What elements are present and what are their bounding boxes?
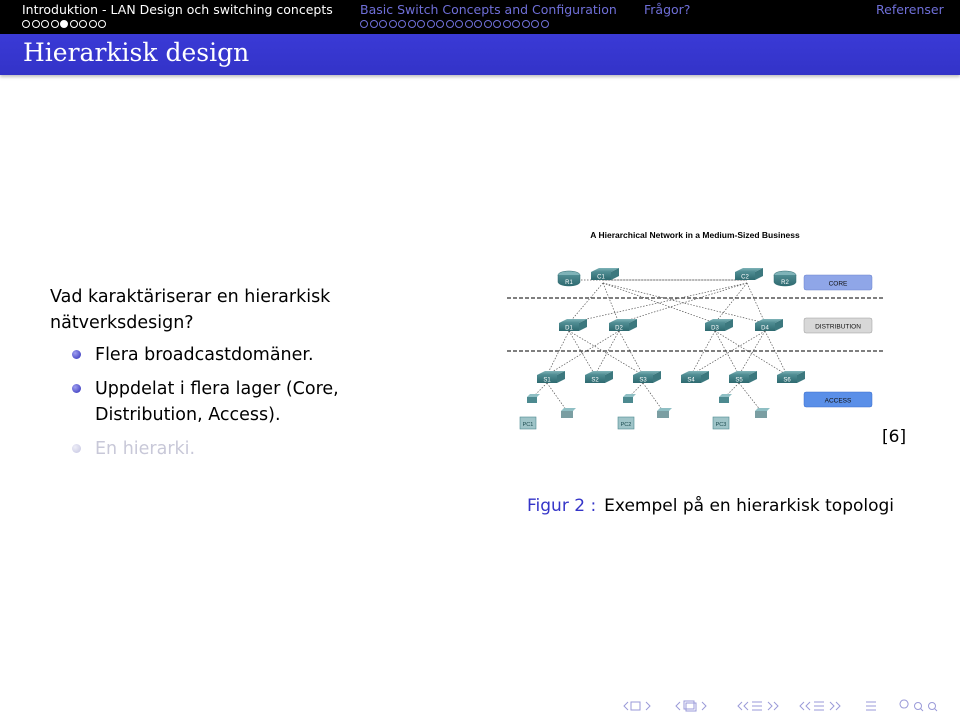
caption-label: Figur 2 : [527,496,597,516]
current-frame-dot[interactable] [60,20,68,28]
frame-dot[interactable] [455,20,463,28]
bullet-text: Flera broadcastdomäner. [95,345,314,365]
frame-dot[interactable] [51,20,59,28]
section-navigation-bar [0,0,960,34]
frame-title-bar [0,34,960,75]
frame-dot[interactable] [446,20,454,28]
frame-dot[interactable] [41,20,49,28]
access-switch-s3 [633,371,661,384]
frame-dot[interactable] [98,20,106,28]
device-label: S3 [639,377,647,384]
bullet-text: En hierarki. [95,439,196,459]
bullet-icon [72,384,81,393]
frame-dot[interactable] [531,20,539,28]
access-switch-s6 [777,371,805,384]
frame-dot[interactable] [360,20,368,28]
device-label: D4 [761,325,769,332]
device-label: S6 [783,377,791,384]
nav-frame-icon[interactable] [676,701,706,711]
device-label: R2 [781,280,789,286]
device-label: D2 [615,325,623,332]
access-switch-s1 [537,371,565,384]
core-switch-c2 [735,268,763,281]
ip-phone-icon [527,394,540,403]
frame-dot[interactable] [484,20,492,28]
frame-dot[interactable] [70,20,78,28]
network-topology-figure [505,225,885,445]
frame-dot[interactable] [522,20,530,28]
nav-section-fragor[interactable]: Frågor? [644,2,691,17]
layer-label-access [804,392,872,407]
router-r1 [558,271,580,286]
frame-dot[interactable] [427,20,435,28]
nav-section-icon[interactable] [800,702,840,710]
bullet-item [72,342,392,368]
device-label: C2 [741,274,749,281]
distribution-switch-d2 [609,319,637,332]
ip-phone-icon [623,394,636,403]
pc-icon [618,417,634,429]
pc-icon [713,417,729,429]
frame-dot[interactable] [379,20,387,28]
frame-dot[interactable] [32,20,40,28]
svg-text:DISTRIBUTION: DISTRIBUTION [815,323,861,331]
device-label: PC1 [522,422,534,428]
bullet-list [72,342,392,470]
printer-icon [657,408,672,418]
nav-section-referenser[interactable]: Referenser [876,2,944,17]
core-switch-c1 [591,268,619,281]
distribution-switch-d4 [755,319,783,332]
distribution-switch-d3 [705,319,733,332]
frame-dot[interactable] [89,20,97,28]
frame-dot[interactable] [436,20,444,28]
frame-dot[interactable] [512,20,520,28]
ip-phone-icon [719,394,732,403]
figure-caption [527,496,894,516]
device-label: PC2 [620,422,632,428]
frame-dot[interactable] [541,20,549,28]
nav-section-introduktion[interactable]: Introduktion - LAN Design och switching concepts [22,2,333,17]
device-label: D3 [711,325,719,332]
device-label: S5 [735,377,743,384]
svg-text:CORE: CORE [828,280,848,288]
svg-text:ACCESS: ACCESS [824,397,852,405]
frame-dot[interactable] [503,20,511,28]
nav-align-icon[interactable] [866,702,876,710]
nav-first-slide-icon[interactable] [624,702,650,710]
frame-dot[interactable] [417,20,425,28]
beamer-navigation-symbols [622,698,952,714]
device-label: PC3 [715,422,727,428]
page-title: Hierarkisk design [23,38,250,67]
frame-dot[interactable] [408,20,416,28]
router-r2 [774,271,796,286]
frame-dot[interactable] [493,20,501,28]
nav-search-icon[interactable] [900,700,937,711]
frame-dot[interactable] [22,20,30,28]
question-text: Vad karaktäriserar en hierarkisk nätverksdesign? [50,287,331,333]
nav-section-basic-switch[interactable]: Basic Switch Concepts and Configuration [360,2,617,17]
pc-icon [520,417,536,429]
subsection-dots-basic-switch[interactable] [360,20,549,30]
device-label: C1 [597,274,605,281]
frame-dot[interactable] [398,20,406,28]
access-switch-s5 [729,371,757,384]
layer-label-core [804,275,872,290]
distribution-switch-d1 [559,319,587,332]
bullet-item-dimmed [72,436,392,462]
access-switch-s2 [585,371,613,384]
frame-dot[interactable] [474,20,482,28]
device-label: D1 [565,325,573,332]
bullet-text: Uppdelat i flera lager (Core, Distribution, Access). [95,379,339,425]
bullet-item [72,376,392,428]
frame-dot[interactable] [465,20,473,28]
citation-reference[interactable]: [6] [882,427,907,447]
printer-icon [755,408,770,418]
bullet-icon [72,444,81,453]
access-switch-s4 [681,371,709,384]
printer-icon [561,408,576,418]
bullet-icon [72,350,81,359]
device-label: S2 [591,377,599,384]
subsection-dots-introduktion[interactable] [22,20,106,30]
nav-subsection-icon[interactable] [738,702,778,710]
caption-text: Exempel på en hierarkisk topologi [604,496,895,516]
figure-title: A Hierarchical Network in a Medium-Sized Business [590,230,800,240]
layer-label-distribution [804,318,872,333]
frame-dot[interactable] [389,20,397,28]
frame-dot[interactable] [79,20,87,28]
device-label: R1 [565,280,573,286]
device-label: S4 [687,377,695,384]
network-links [533,280,787,411]
device-label: S1 [543,377,551,384]
frame-dot[interactable] [370,20,378,28]
